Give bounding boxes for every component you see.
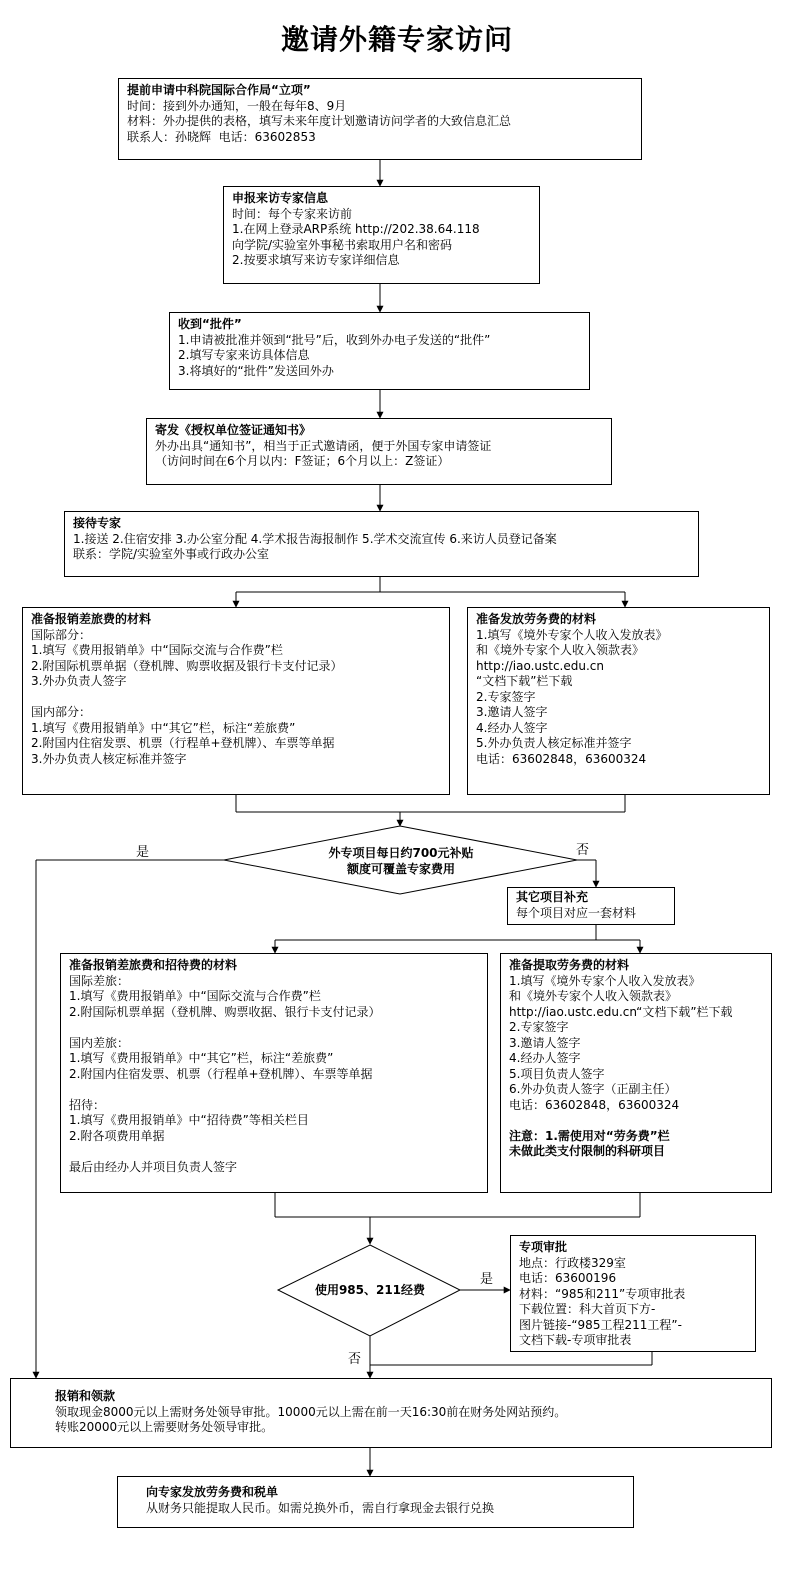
box-line: 1.在网上登录ARP系统 http://202.38.64.118 bbox=[232, 222, 480, 236]
box-line: 接待专家 bbox=[73, 516, 122, 530]
box-line: “文档下载”栏下载 bbox=[476, 674, 573, 688]
step-issue-fee-and-tax bbox=[117, 1476, 634, 1528]
box-line: 最后由经办人并项目负责人签字 bbox=[69, 1159, 238, 1174]
box-line: 1.填写《境外专家个人收入发放表》 bbox=[476, 627, 668, 642]
box-line: 从财务只能提取人民币。如需兑换外币，需自行拿现金去银行兑换 bbox=[146, 1500, 495, 1515]
box-line: 领取现金8000元以上需财务处领导审批。10000元以上需在前一天16:30前在财务处网站预约。 bbox=[55, 1404, 567, 1419]
box-line: 2.附国内住宿发票、机票（行程单+登机牌）、车票等单据 bbox=[31, 736, 335, 750]
box-line: 1.填写《费用报销单》中“国际交流与合作费”栏 bbox=[69, 989, 321, 1003]
box-line bbox=[69, 1144, 479, 1160]
box-line: 4.经办人签字 bbox=[476, 720, 548, 735]
step-prepare-labor-fee-materials bbox=[467, 607, 770, 795]
box-line: 转账20000元以上需要财务处领导审批。 bbox=[55, 1420, 274, 1434]
box-line: 3.外办负责人核定标准并签字 bbox=[31, 751, 187, 766]
label-no-subsidy: 否 bbox=[576, 843, 590, 858]
box-line: 报销和领款 bbox=[55, 1389, 116, 1403]
box-line: 注意：1.需使用对“劳务费”栏 bbox=[509, 1128, 670, 1143]
decision-daily-subsidy: 外专项目每日约700元补贴 额度可覆盖专家费用 bbox=[328, 846, 474, 876]
box-line: 2.专家签字 bbox=[476, 689, 536, 704]
box-line: 1.申请被批准并领到“批号”后，收到外办电子发送的“批件” bbox=[178, 332, 491, 347]
box-line: 3.邀请人签字 bbox=[476, 705, 548, 719]
box-line: 国际部分： bbox=[31, 627, 92, 642]
box-line: 5.外办负责人核定标准并签字 bbox=[476, 736, 632, 750]
label-yes-subsidy: 是 bbox=[136, 845, 150, 860]
box-line bbox=[69, 1082, 479, 1098]
box-line: 准备提取劳务费的材料 bbox=[509, 958, 630, 972]
page-title: 邀请外籍专家访问 bbox=[280, 23, 513, 56]
box-line: 2.附各项费用单据 bbox=[69, 1128, 165, 1143]
label-no-985: 否 bbox=[348, 1352, 362, 1367]
step-send-visa-notice bbox=[146, 418, 612, 485]
box-line: 图片链接-“985工程211工程”- bbox=[519, 1317, 682, 1332]
box-line: 地点：行政楼329室 bbox=[519, 1255, 626, 1270]
box-line: 国际差旅： bbox=[69, 973, 130, 988]
box-line: 3.将填好的“批件”发送回外办 bbox=[178, 363, 334, 378]
box-line: 准备报销差旅费的材料 bbox=[31, 612, 152, 626]
box-line: 招待： bbox=[69, 1097, 106, 1112]
box-line: 6.外办负责人签字（正副主任） bbox=[509, 1082, 677, 1096]
box-line: 文档下载-专项审批表 bbox=[519, 1333, 632, 1347]
box-line: 向学院/实验室外事秘书索取用户名和密码 bbox=[232, 237, 453, 252]
box-line: 国内差旅： bbox=[69, 1035, 130, 1050]
box-line: 2.附国内住宿发票、机票（行程单+登机牌）、车票等单据 bbox=[69, 1066, 373, 1081]
box-line: 下载位置：科大首页下方- bbox=[519, 1302, 656, 1316]
box-line: 3.外办负责人签字 bbox=[31, 674, 127, 688]
box-line: 3.邀请人签字 bbox=[509, 1035, 581, 1050]
box-line: 向专家发放劳务费和税单 bbox=[146, 1485, 279, 1499]
box-line: 联系人：孙晓辉 电话：63602853 bbox=[127, 129, 316, 144]
box-line: 申报来访专家信息 bbox=[232, 191, 329, 205]
box-line: 时间：每个专家来访前 bbox=[232, 206, 353, 221]
box-line: 1.填写《境外专家个人收入发放表》 bbox=[509, 973, 701, 988]
box-line bbox=[509, 1113, 763, 1129]
box-line: 收到“批件” bbox=[178, 317, 242, 331]
box-line: 国内部分： bbox=[31, 705, 92, 719]
box-line: 和《境外专家个人收入领款表》 bbox=[509, 989, 678, 1003]
box-line: http://iao.ustc.edu.cn“文档下载”栏下载 bbox=[509, 1004, 733, 1019]
step-reimburse-and-collect bbox=[10, 1378, 772, 1448]
box-line: 材料：外办提供的表格，填写未来年度计划邀请访问学者的大致信息汇总 bbox=[127, 114, 512, 128]
box-line: 2.专家签字 bbox=[509, 1020, 569, 1034]
box-line: 电话：63600196 bbox=[519, 1271, 617, 1285]
box-line: 1.填写《费用报销单》中“招待费”等相关栏目 bbox=[69, 1113, 309, 1127]
step-special-approval bbox=[510, 1235, 756, 1352]
box-line: 2.附国际机票单据（登机牌、购票收据、银行卡支付记录） bbox=[69, 1004, 381, 1019]
box-line: 联系：学院/实验室外事或行政办公室 bbox=[73, 547, 270, 561]
box-line: 1.填写《费用报销单》中“其它”栏，标注“差旅费” bbox=[69, 1051, 334, 1065]
box-line: 其它项目补充 bbox=[516, 890, 589, 904]
box-line: 每个项目对应一套材料 bbox=[516, 905, 637, 920]
box-line: 未做此类支付限制的科研项目 bbox=[509, 1144, 666, 1158]
box-line: http://iao.ustc.edu.cn bbox=[476, 658, 604, 673]
box-line: 电话：63602848，63600324 bbox=[476, 751, 647, 766]
box-line: 时间：接到外办通知，一般在每年8、9月 bbox=[127, 98, 347, 113]
box-line: 4.经办人签字 bbox=[509, 1051, 581, 1065]
box-line: 提前申请中科院国际合作局“立项” bbox=[127, 83, 311, 97]
box-line: 专项审批 bbox=[519, 1240, 568, 1254]
step-prepare-travel-materials bbox=[22, 607, 450, 795]
box-line: 5.项目负责人签字 bbox=[509, 1066, 605, 1081]
box-line bbox=[31, 690, 441, 706]
step-receive-expert bbox=[64, 511, 699, 577]
step-report-expert-info bbox=[223, 186, 540, 284]
box-line: 和《境外专家个人收入领款表》 bbox=[476, 643, 645, 657]
label-yes-985: 是 bbox=[480, 1272, 494, 1287]
box-line: 1.填写《费用报销单》中“国际交流与合作费”栏 bbox=[31, 643, 283, 657]
box-line: 准备发放劳务费的材料 bbox=[476, 612, 597, 626]
box-line bbox=[69, 1020, 479, 1036]
box-line: 寄发《授权单位签证通知书》 bbox=[155, 423, 312, 437]
box-line: 2.填写专家来访具体信息 bbox=[178, 348, 310, 362]
step-prepare-travel-hospitality-materials bbox=[60, 953, 488, 1193]
box-line: 外办出具“通知书”，相当于正式邀请函，便于外国专家申请签证 bbox=[155, 438, 492, 453]
box-line: 材料：“985和211”专项审批表 bbox=[519, 1286, 686, 1301]
box-line: （访问时间在6个月以内：F签证；6个月以上：Z签证） bbox=[155, 454, 450, 468]
step-other-project-supplement bbox=[507, 887, 675, 925]
step-apply-project bbox=[118, 78, 642, 160]
step-prepare-withdraw-labor-fee bbox=[500, 953, 772, 1193]
box-line: 2.按要求填写来访专家详细信息 bbox=[232, 253, 400, 267]
step-receive-approval bbox=[169, 312, 590, 390]
decision-use-985-211-funds: 使用985、211经费 bbox=[314, 1283, 426, 1297]
box-line: 2.附国际机票单据（登机牌、购票收据及银行卡支付记录） bbox=[31, 658, 343, 673]
box-line: 电话：63602848，63600324 bbox=[509, 1097, 680, 1112]
box-line: 1.接送 2.住宿安排 3.办公室分配 4.学术报告海报制作 5.学术交流宣传 6.来访人员登记备案 bbox=[73, 531, 557, 546]
box-line: 准备报销差旅费和招待费的材料 bbox=[69, 958, 238, 972]
box-line: 1.填写《费用报销单》中“其它”栏，标注“差旅费” bbox=[31, 720, 296, 735]
